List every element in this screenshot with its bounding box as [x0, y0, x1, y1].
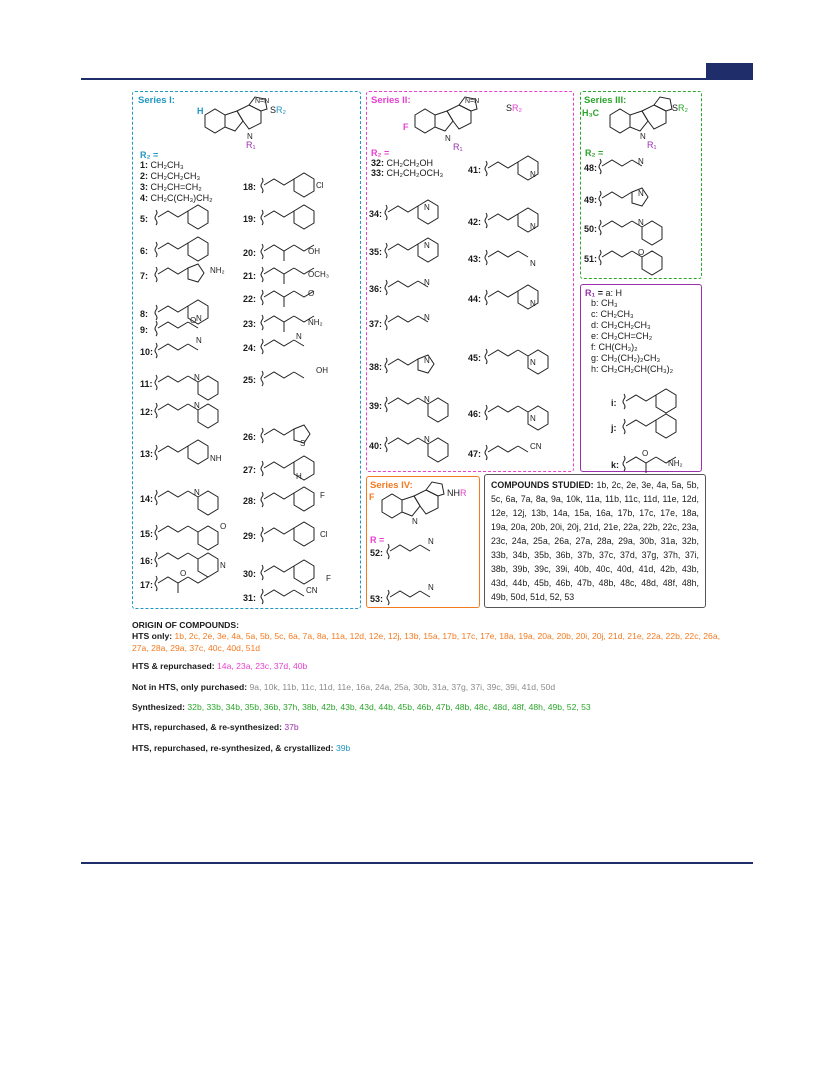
r1-item: b: CH₃ [591, 298, 618, 308]
r1-item: f: CH(CH₃)₂ [591, 342, 638, 352]
substituent-structure [154, 367, 244, 397]
substituent-structure [154, 335, 244, 365]
substituent-structure [384, 429, 474, 459]
compound-number: 37: [369, 319, 383, 329]
r1-item: d: CH₂CH₂CH₃ [591, 320, 651, 330]
compound-number: 36: [369, 284, 383, 294]
compound-number: 41: [468, 165, 482, 175]
compound-number: 20: [243, 248, 257, 258]
compound-number: 39: [369, 401, 383, 411]
compound-number: 45: [468, 353, 482, 363]
atom-label: O [180, 569, 187, 578]
compound-number: 28: [243, 496, 257, 506]
header-rule [81, 78, 753, 80]
substituent-structure [386, 582, 476, 612]
atom-label: N [530, 170, 536, 179]
substituent-structure [260, 363, 350, 393]
series-3-r2-header: R₂ = [585, 148, 604, 158]
series-1-core-sub: SR₂ [270, 105, 287, 115]
substituent-structure [154, 437, 244, 467]
compound-number: i: [611, 398, 617, 408]
atom-label: N [530, 299, 536, 308]
atom-label: N [638, 157, 644, 166]
substituent-structure [598, 183, 688, 213]
atom-label: O [642, 449, 649, 458]
atom-label: N [196, 336, 202, 345]
substituent-structure [484, 397, 574, 427]
atom-label: N [424, 278, 430, 287]
substituent-structure [484, 242, 574, 272]
compound-number: 27: [243, 465, 257, 475]
atom-label: N [530, 358, 536, 367]
atom-label: N [220, 561, 226, 570]
compound-number: 7: [140, 271, 149, 281]
substituent-structure [484, 282, 574, 312]
compound-number: 12: [140, 407, 154, 417]
atom-label: O [308, 289, 315, 298]
atom-label: CN [306, 586, 318, 595]
compound-number: 43: [468, 254, 482, 264]
footer-rule [81, 862, 753, 864]
series-1-core-r1: R₁ [246, 140, 256, 150]
series-2-core-r1: R₁ [453, 142, 463, 152]
series-3-core-h3c: H₃C [582, 108, 600, 118]
r1-header-text: a: H [605, 288, 623, 298]
substituent-structure [598, 151, 688, 181]
series-1-alkyl-list [140, 160, 213, 204]
atom-label: N [530, 414, 536, 423]
origin-row-purchased: Not in HTS, only purchased: 9a, 10k, 11b, 11c, 11d, 11e, 16a, 24a, 25a, 30b, 31a, 37g, 37i, 39c, 39i, 41d, 50d [132, 682, 556, 692]
atom-label: N [194, 488, 200, 497]
substituent-structure [598, 242, 688, 272]
atom-label: S [300, 439, 306, 448]
series-4-title: Series IV: [370, 480, 413, 491]
compound-number: 8: [140, 309, 149, 319]
atom-label: O [190, 316, 197, 325]
compound-number: 18: [243, 182, 257, 192]
compound-number: 22: [243, 294, 257, 304]
atom-label: N [196, 314, 202, 323]
atom-label: N [296, 332, 302, 341]
compound-number: 47: [468, 449, 482, 459]
compound-number: 48: [584, 163, 598, 173]
series-1-r2-tag: R₂ [276, 105, 287, 115]
atom-label: N [424, 241, 430, 250]
compound-number: 40: [369, 441, 383, 451]
compound-number: j: [611, 423, 617, 433]
atom-label: O [220, 522, 227, 531]
series-2-core-f: F [403, 122, 409, 132]
substituent-structure [384, 197, 474, 227]
substituent-structure [386, 536, 476, 566]
page-tab-marker [706, 63, 753, 79]
svg-text:N: N [247, 132, 253, 141]
compound-number: 38: [369, 362, 383, 372]
substituent-structure [622, 411, 712, 441]
series-3-core-sub: SR₂ [672, 103, 689, 113]
atom-label: Cl [320, 530, 328, 539]
substituent-structure [260, 331, 350, 361]
compound-number: 9: [140, 325, 149, 335]
r1-list [591, 298, 673, 375]
atom-label: F [320, 491, 325, 500]
compound-number: 31: [243, 593, 257, 603]
atom-label: N [424, 203, 430, 212]
substituent-structure [598, 212, 688, 242]
series-2-item: 33: CH₂CH₂OCH₃ [371, 168, 444, 178]
substituent-structure [484, 205, 574, 235]
compound-number: 25: [243, 375, 257, 385]
r1-item: c: CH₂CH₃ [591, 309, 634, 319]
atom-label: N [424, 313, 430, 322]
compound-number: 17: [140, 580, 154, 590]
origin-row-resynthesized: HTS, repurchased, & re-synthesized: 37b [132, 722, 299, 732]
atom-label: H [296, 472, 302, 481]
series-3-title: Series III: [584, 95, 627, 106]
compound-number: 15: [140, 529, 154, 539]
series-4-r-header: R = [370, 535, 385, 545]
substituent-structure [260, 170, 350, 200]
atom-label: N [530, 222, 536, 231]
series-2-item: 32: CH₂CH₂OH [371, 158, 434, 168]
alkyl-item: 1: CH₂CH₃ [140, 160, 184, 170]
series-4-core-sub: NHR [447, 488, 467, 498]
svg-text:N: N [640, 132, 646, 141]
compound-number: 44: [468, 294, 482, 304]
compounds-studied-list: 1b, 2c, 2e, 3e, 4a, 5a, 5b, 5c, 6a, 7a, 8a, 9a, 10k, 11a, 11b, 11c, 11d, 11e, 12d, 12e, 12j, 13b, 14a, 15a, 16a, 17b, 17c, 17e, 18a, 19a, 20a, 20b, 20i, 20j, 21d, 21e, 22a, 22b, 22c, 23a, 23c, 24a, 25a, 26a, 27a, 28a, 29a, 30b, 31a, 32b, 33b, 34b, 35b, 36b, 37b, 37c, 37d, 37g, 37h, 37i, 38b, 39b, 39c, 39i, 40b, 40c, 40d, 41d, 42b, 43b, 43d, 44b, 45b, 46b, 47b, 48b, 48c, 48d, 48f, 48h, 49b, 50d, 51d, 52, 53 [491, 480, 699, 602]
atom-label: O [638, 248, 645, 257]
compound-number: 24: [243, 343, 257, 353]
substituent-structure [154, 202, 244, 232]
series-4-core-f: F [369, 492, 375, 502]
substituent-structure [484, 437, 574, 467]
compound-number: 6: [140, 246, 149, 256]
svg-text:N: N [412, 517, 418, 526]
substituent-structure [384, 350, 474, 380]
substituent-structure [260, 484, 350, 514]
r1-item: h: CH₂CH₂CH(CH₃)₂ [591, 364, 674, 374]
atom-label: N [638, 218, 644, 227]
series-1-core-structure [195, 95, 295, 150]
compound-number: 11: [140, 379, 153, 389]
series-2-title: Series II: [371, 95, 411, 106]
compound-number: 21: [243, 271, 257, 281]
r1-item: g: CH₂(CH₂)₂CH₃ [591, 353, 661, 363]
atom-label: NH₂ [308, 318, 323, 327]
alkyl-item: 2: CH₂CH₂CH₃ [140, 171, 201, 181]
substituent-structure [260, 453, 350, 483]
series-1-r2-header: R₂ = [140, 150, 159, 160]
compound-number: 19: [243, 214, 257, 224]
compound-number: 26: [243, 432, 257, 442]
compounds-studied-box [484, 474, 706, 608]
svg-text:N: N [445, 134, 451, 143]
origin-row-hts-only: HTS only: 1b, 2c, 2e, 3e, 4a, 5a, 5b, 5c, 6a, 7a, 8a, 11a, 12d, 12e, 12j, 13b, 15a, 17b, 17c, 17e, 18a, 19a, 20a, 20b, 20i, 20j, 21d, 21e, 22a, 22b, 22c, 26a, 27a, 28a, 29a, 37c, 40c, 40d, 51d [132, 631, 720, 653]
substituent-structure [154, 568, 244, 598]
atom-label: CN [530, 442, 542, 451]
compound-number: 49: [584, 195, 598, 205]
origin-row-crystallized: HTS, repurchased, re-synthesized, & crystallized: 39b [132, 743, 351, 753]
compound-number: 52: [370, 548, 384, 558]
svg-text:N=N: N=N [255, 98, 270, 105]
origin-title: ORIGIN OF COMPOUNDS: [132, 620, 239, 630]
series-2-core-sub: SR₂ [506, 103, 523, 113]
atom-label: N [424, 435, 430, 444]
compound-number: 50: [584, 224, 598, 234]
compound-number: 10: [140, 347, 154, 357]
compound-number: 29: [243, 531, 257, 541]
r1-item: e: CH₂CH=CH₂ [591, 331, 653, 341]
atom-label: N [194, 373, 200, 382]
substituent-structure [260, 519, 350, 549]
substituent-structure [484, 153, 574, 183]
alkyl-item: 4: CH₂C(CH₃)CH₂ [140, 193, 213, 203]
substituent-structure [260, 420, 350, 450]
series-1-core-h: H [197, 106, 204, 116]
atom-label: N [194, 401, 200, 410]
compound-number: 23: [243, 319, 257, 329]
compound-number: 35: [369, 247, 383, 257]
compound-number: 16: [140, 556, 154, 566]
compound-number: 14: [140, 494, 154, 504]
origin-row-synthesized: Synthesized: 32b, 33b, 34b, 35b, 36b, 37h, 38b, 42b, 43b, 43d, 44b, 45b, 46b, 47b, 48b, 48c, 48d, 48f, 48h, 49b, 52, 53 [132, 702, 591, 712]
alkyl-item: 3: CH₂CH=CH₂ [140, 182, 202, 192]
svg-text:N=N: N=N [465, 98, 480, 105]
compound-number: 5: [140, 214, 149, 224]
compound-number: 46: [468, 409, 482, 419]
substituent-structure [484, 341, 574, 371]
series-1-title: Series I: [138, 95, 175, 106]
substituent-structure [384, 307, 474, 337]
atom-label: N [530, 259, 536, 268]
atom-label: OH [316, 366, 328, 375]
substituent-structure [384, 235, 474, 265]
substituent-structure [384, 389, 474, 419]
substituent-structure [154, 395, 244, 425]
substituent-structure [154, 517, 244, 547]
substituent-structure [154, 482, 244, 512]
atom-label: F [326, 574, 331, 583]
atom-label: N [428, 583, 434, 592]
compound-number: 13: [140, 449, 154, 459]
origin-row-hts-repurchased: HTS & repurchased: 14a, 23a, 23c, 37d, 40b [132, 661, 308, 671]
atom-label: N [638, 189, 644, 198]
compound-number: k: [611, 460, 620, 470]
compound-number: 51: [584, 254, 598, 264]
atom-label: NH₂ [210, 266, 225, 275]
atom-label: N [428, 537, 434, 546]
atom-label: Cl [316, 181, 324, 190]
substituent-structure [260, 581, 350, 611]
atom-label: NH [210, 454, 222, 463]
substituent-structure [384, 272, 474, 302]
atom-label: OCH₃ [308, 270, 330, 279]
series-3-core-r1: R₁ [647, 140, 657, 150]
atom-label: N [424, 356, 430, 365]
r1-header: R₁ = a: H [585, 288, 623, 298]
compound-number: 34: [369, 209, 383, 219]
atom-label: N [424, 395, 430, 404]
compound-number: 30: [243, 569, 257, 579]
compound-number: 42: [468, 217, 482, 227]
atom-label: NH₂ [668, 459, 683, 468]
series-2-r2-header: R₂ = [371, 148, 390, 158]
substituent-structure [260, 202, 350, 232]
substituent-structure [154, 259, 244, 289]
compound-number: 53: [370, 594, 384, 604]
atom-label: OH [308, 247, 320, 256]
compounds-studied-label: COMPOUNDS STUDIED: [491, 480, 594, 490]
